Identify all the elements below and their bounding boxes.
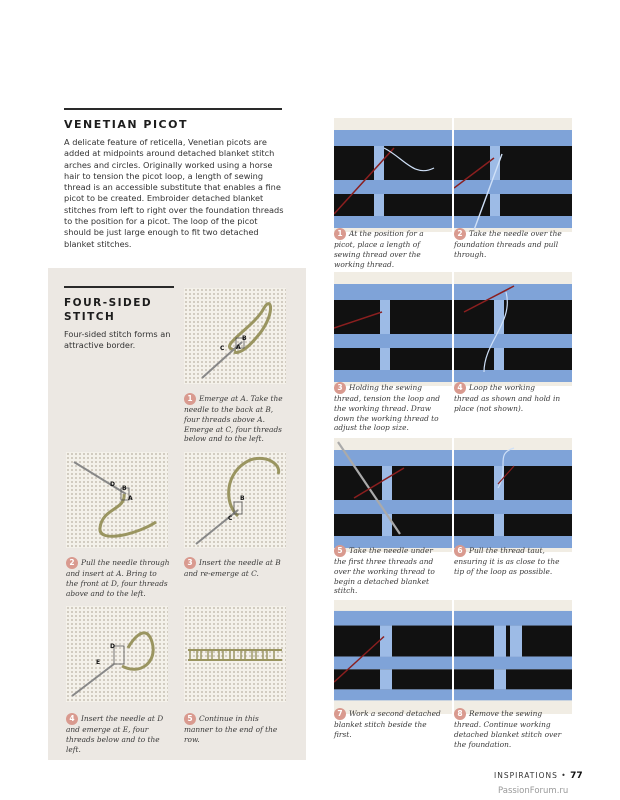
step-text: Pull the needle through and insert at A. Bring to the front at D, four threads above and to the left. bbox=[66, 558, 170, 598]
step-badge: 2 bbox=[454, 228, 466, 240]
step-text: Remove the sewing thread. Continue working detached blanket stitch over the foundation. bbox=[454, 709, 562, 749]
stitch-row-drawing bbox=[184, 606, 286, 702]
picot-step2-photo bbox=[454, 118, 572, 232]
step-badge: 4 bbox=[454, 382, 466, 394]
picot-step3-caption bbox=[334, 382, 442, 433]
embroidery-photo bbox=[334, 118, 452, 232]
label-a: A bbox=[128, 495, 133, 502]
four-sided-step3-caption bbox=[184, 557, 288, 579]
step-badge: 6 bbox=[454, 545, 466, 557]
four-sided-step4-caption bbox=[66, 713, 170, 754]
step-text: Pull the thread taut, ensuring it is as close to the tip of the loop as possible. bbox=[454, 546, 560, 576]
step-text: Take the needle under the first three threads and over the working thread to begin a detached blanket stitch. bbox=[334, 546, 435, 596]
needle-thread-drawing bbox=[184, 288, 286, 384]
picot-step4-photo bbox=[454, 272, 572, 386]
four-sided-step3-illustration bbox=[184, 452, 286, 548]
embroidery-photo bbox=[454, 272, 572, 386]
venetian-title: VENETIAN PICOT bbox=[64, 118, 188, 131]
picot-step2-caption bbox=[454, 228, 562, 260]
embroidery-photo bbox=[334, 600, 452, 704]
step-badge: 7 bbox=[334, 708, 346, 720]
picot-step8-photo bbox=[454, 600, 572, 714]
page-number: 77 bbox=[570, 771, 583, 781]
step-text: Take the needle over the foundation threads and pull through. bbox=[454, 229, 562, 259]
label-b: B bbox=[122, 485, 127, 492]
step-text: Continue in this manner to the end of the row. bbox=[184, 714, 278, 744]
step-badge: 1 bbox=[334, 228, 346, 240]
step-text: Insert the needle at B and re-emerge at C. bbox=[184, 558, 281, 578]
step-badge: 2 bbox=[66, 557, 78, 569]
embroidery-photo bbox=[334, 272, 452, 386]
picot-step3-photo bbox=[334, 272, 452, 386]
footer-bullet: • bbox=[561, 771, 567, 780]
label-e: E bbox=[96, 659, 101, 666]
needle-thread-drawing bbox=[184, 452, 286, 548]
step-text: Holding the sewing thread, tension the loop and the working thread. Draw down the working thread to adjust the loop size. bbox=[334, 383, 440, 433]
embroidery-photo bbox=[454, 438, 572, 552]
label-c: C bbox=[228, 515, 233, 522]
step-text: Work a second detached blanket stitch beside the first. bbox=[334, 709, 441, 739]
four-sided-step5-caption bbox=[184, 713, 288, 745]
label-b: B bbox=[242, 335, 247, 342]
four-sided-body: Four-sided stitch forms an attractive border. bbox=[64, 329, 171, 351]
four-sided-step2-illustration bbox=[66, 452, 168, 548]
picot-step1-caption bbox=[334, 228, 442, 269]
step-text: Insert the needle at D and emerge at E, four threads below and to the left. bbox=[66, 714, 164, 754]
label-a: A bbox=[236, 344, 241, 351]
label-d: D bbox=[110, 481, 115, 488]
needle-thread-drawing bbox=[66, 606, 168, 702]
picot-step5-photo bbox=[334, 438, 452, 552]
four-sided-step4-illustration bbox=[66, 606, 168, 702]
step-text: Loop the working thread as shown and hold in place (not shown). bbox=[454, 383, 561, 413]
venetian-body: A delicate feature of reticella, Venetian picots are added at midpoints around detached blanket stitch arches and circles. Originally worked using a horse hair to tension the picot loop, a length of sewing thread is an accessible substitute that enables a fine picot to be created. Embroider detached blanket stitches from left to right over the foundation threads to the position for a picot. The loop of the picot should be just large enough to fit two detached blanket stitches. bbox=[64, 137, 284, 249]
picot-step6-photo bbox=[454, 438, 572, 552]
label-d: D bbox=[110, 643, 115, 650]
venetian-rule bbox=[64, 108, 282, 110]
picot-step7-caption bbox=[334, 708, 442, 740]
step-badge: 3 bbox=[184, 557, 196, 569]
picot-step4-caption bbox=[454, 382, 562, 414]
label-c: C bbox=[220, 345, 225, 352]
step-badge: 5 bbox=[334, 545, 346, 557]
picot-step6-caption bbox=[454, 545, 562, 577]
step-badge: 5 bbox=[184, 713, 196, 725]
needle-thread-drawing bbox=[66, 452, 168, 548]
embroidery-photo bbox=[454, 118, 572, 232]
four-sided-step1-caption bbox=[184, 393, 288, 444]
picot-step1-photo bbox=[334, 118, 452, 232]
four-sided-title bbox=[64, 296, 152, 324]
step-badge: 8 bbox=[454, 708, 466, 720]
picot-step7-photo bbox=[334, 600, 452, 714]
picot-step8-caption bbox=[454, 708, 562, 749]
step-badge: 1 bbox=[184, 393, 196, 405]
embroidery-photo bbox=[334, 438, 452, 552]
step-text: Emerge at A. Take the needle to the back at B, four threads above A. Emerge at C, four threads below and to the left. bbox=[184, 394, 283, 444]
step-badge: 4 bbox=[66, 713, 78, 725]
four-sided-rule bbox=[64, 286, 174, 288]
step-badge: 3 bbox=[334, 382, 346, 394]
footer-section: INSPIRATIONS bbox=[494, 771, 558, 780]
four-sided-step5-illustration bbox=[184, 606, 286, 702]
page-footer bbox=[494, 771, 583, 781]
four-sided-title-line2: STITCH bbox=[64, 311, 116, 323]
embroidery-photo bbox=[454, 600, 572, 704]
step-text: At the position for a picot, place a length of sewing thread over the working thread. bbox=[334, 229, 424, 269]
picot-step5-caption bbox=[334, 545, 442, 596]
four-sided-title-line1: FOUR-SIDED bbox=[64, 297, 153, 309]
four-sided-step2-caption bbox=[66, 557, 170, 598]
four-sided-step1-illustration bbox=[184, 288, 286, 384]
watermark: PassionForum.ru bbox=[498, 786, 569, 796]
label-b: B bbox=[240, 495, 245, 502]
